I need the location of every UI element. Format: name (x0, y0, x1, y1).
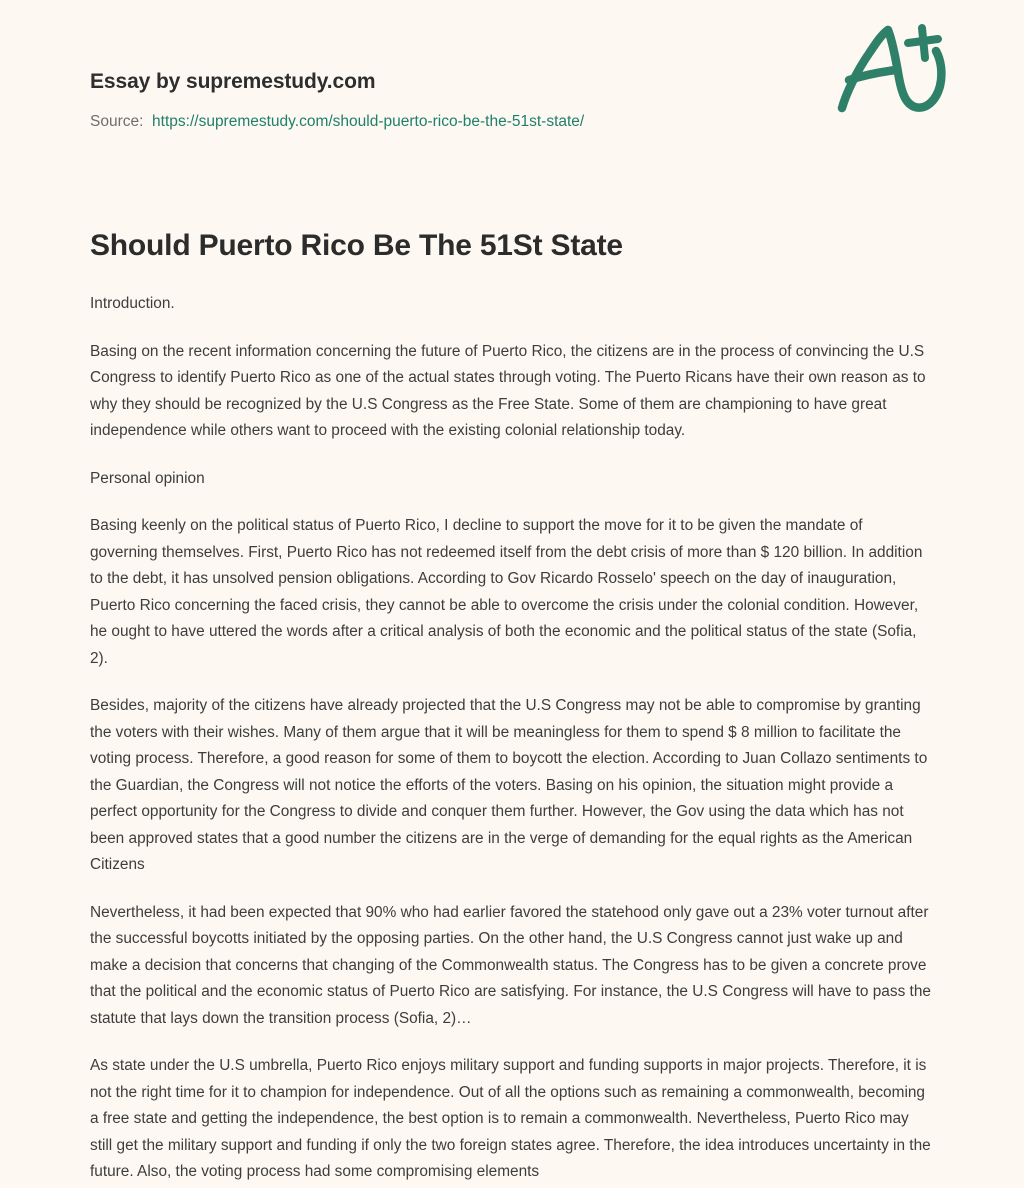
paragraph: Basing keenly on the political status of Puerto Rico, I decline to support the move for it to be given the mandate of governing themselves. First, Puerto Rico has not redeemed itself from the debt crisis of more than $ 120 billion. In addition to the debt, it has unsolved pension obligations. According to Gov Ricardo Rosselo' speech on the day of inauguration, Puerto Rico concerning the faced crisis, they cannot be able to overcome the crisis under the colonial condition. However, he ought to have uttered the words after a critical analysis of both the economic and the political status of the state (Sofia, 2). (90, 517, 923, 667)
source-line (90, 111, 934, 133)
a-plus-logo-icon (822, 10, 962, 120)
source-url-link[interactable]: https://supremestudy.com/should-puerto-rico-be-the-51st-state/ (152, 113, 585, 131)
source-label: Source: (90, 113, 144, 131)
paragraph: Basing on the recent information concerning the future of Puerto Rico, the citizens are in the process of convincing the U.S Congress to identify Puerto Rico as one of the actual states through voting. The Puerto Ricans have their own reason as to why they should be recognized by the U.S Congress as the Free State. Some of them are championing to have great independence while others want to proceed with the existing colonial relationship today. (90, 342, 926, 440)
page-title: Should Puerto Rico Be The 51St State (90, 228, 623, 262)
paragraph: Introduction. (90, 295, 175, 313)
essay-attribution: Essay by supremestudy.com (90, 70, 376, 93)
paragraph: Besides, majority of the citizens have already projected that the U.S Congress may not be able to compromise by granting the voters with their wishes. Many of them argue that it will be meaningless for them to spend $ 8 million to facilitate the voting process. Therefore, a good reason for some of them to boycott the election. According to Juan Collazo sentiments to the Guardian, the Congress will not notice the efforts of the voters. Basing on his opinion, the situation might provide a perfect opportunity for the Congress to divide and conquer them further. However, the Gov using the data which has not been approved states that a good number the citizens are in the verge of demanding for the equal rights as the American Citizens (90, 697, 928, 874)
article-body (90, 264, 934, 1185)
paragraph: Nevertheless, it had been expected that 90% who had earlier favored the statehood only gave out a 23% voter turnout after the successful boycotts initiated by the opposing parties. On the other hand, the U.S Congress cannot just wake up and make a decision that concerns that changing of the Commonwealth status. The Congress has to be given a concrete prove that the political and the economic status of Puerto Rico are satisfying. For instance, the U.S Congress will have to pass the statute that lays down the transition process (Sofia, 2)… (90, 903, 931, 1027)
paragraph: Personal opinion (90, 469, 205, 487)
paragraph: As state under the U.S umbrella, Puerto Rico enjoys military support and funding supports in major projects. Therefore, it is not the right time for it to champion for independence. Out of all the options such as remaining a commonwealth, becoming a free state and getting the independence, the best option is to remain a commonwealth. Nevertheless, Puerto Rico may still get the military support and funding if only the two foreign states agree. Therefore, the idea introduces uncertainty in the future. Also, the voting process had some compromising elements (90, 1057, 931, 1181)
document-header (90, 0, 934, 133)
